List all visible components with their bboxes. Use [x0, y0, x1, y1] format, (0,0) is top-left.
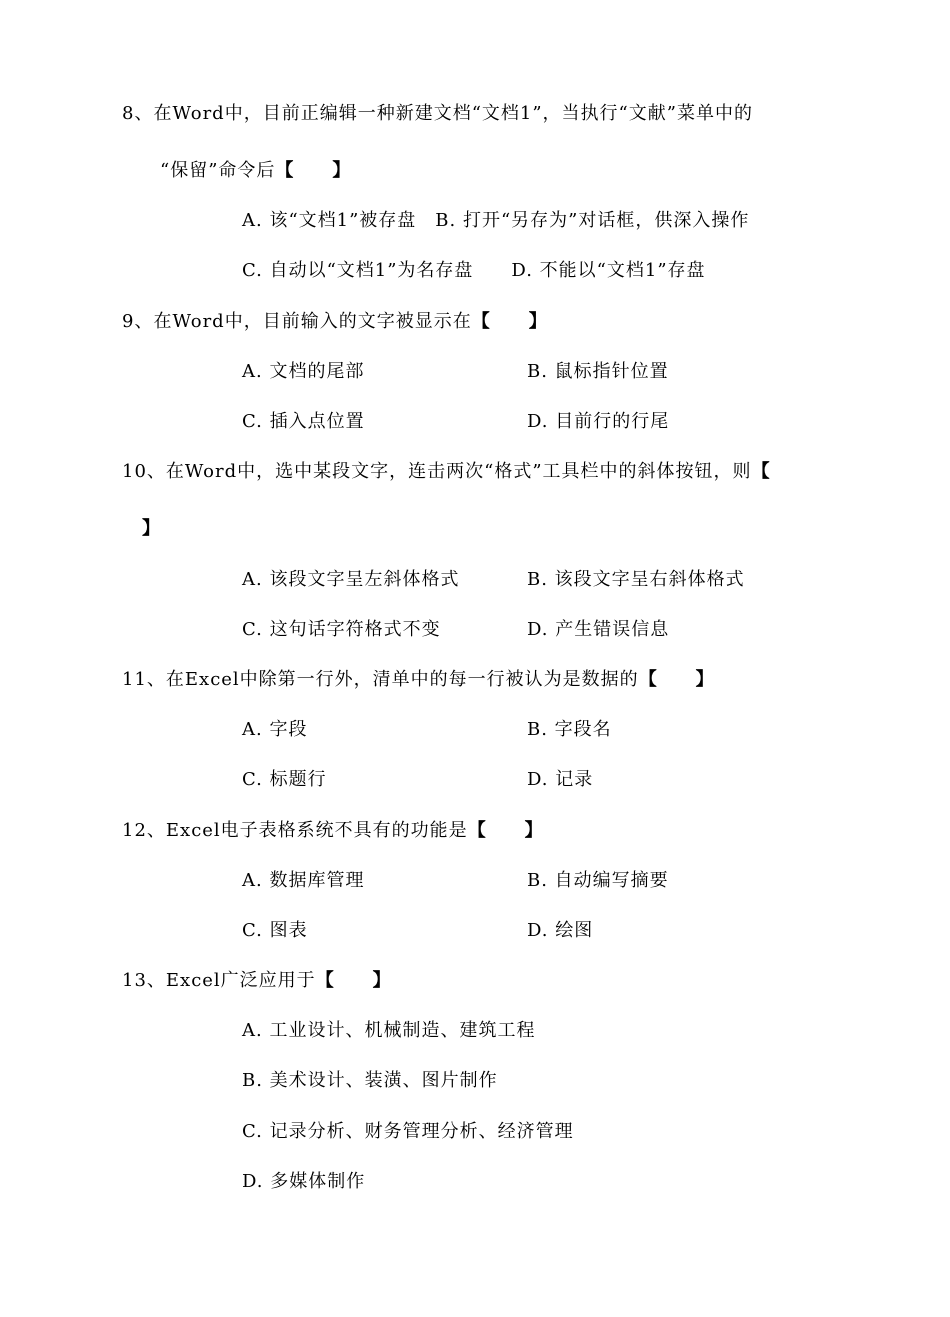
question-12-answer-bracket: 【 】	[467, 820, 544, 841]
question-12-stem-text: 12、Excel电子表格系统不具有的功能是	[122, 820, 468, 841]
question-13-option-b: B. 美术设计、装潢、图片制作	[242, 1070, 498, 1091]
question-11-option-d: D. 记录	[527, 769, 594, 790]
question-9-option-b: B. 鼠标指针位置	[527, 361, 669, 382]
question-9-stem-text: 9、在Word中，目前输入的文字被显示在	[122, 311, 472, 332]
question-13-stem	[122, 969, 392, 993]
question-9-option-a: A. 文档的尾部	[242, 361, 365, 382]
question-12-option-b: B. 自动编写摘要	[527, 870, 669, 891]
question-8-stem-line2	[160, 159, 351, 183]
question-12-option-d: D. 绘图	[527, 920, 594, 941]
question-8-options-a-b: A. 该“文档1”被存盘 B. 打开“另存为”对话框，供深入操作	[242, 210, 750, 231]
question-12-option-a: A. 数据库管理	[242, 870, 365, 891]
question-13-option-a: A. 工业设计、机械制造、建筑工程	[242, 1020, 536, 1041]
question-8-options-c-d: C. 自动以“文档1”为名存盘 D. 不能以“文档1”存盘	[242, 260, 706, 281]
question-13-answer-bracket: 【 】	[315, 970, 392, 991]
question-9-stem	[122, 310, 548, 334]
question-11-answer-bracket: 【 】	[638, 669, 715, 690]
question-11-option-a: A. 字段	[242, 719, 308, 740]
question-8-answer-bracket: 【 】	[275, 160, 352, 181]
question-10-option-c: C. 这句话字符格式不变	[242, 619, 441, 640]
question-11-option-c: C. 标题行	[242, 769, 327, 790]
question-10-option-a: A. 该段文字呈左斜体格式	[242, 569, 460, 590]
question-8-stem-text: “保留”命令后	[160, 160, 276, 181]
question-10-option-b: B. 该段文字呈右斜体格式	[527, 569, 745, 590]
question-9-option-c: C. 插入点位置	[242, 411, 365, 432]
question-13-option-c: C. 记录分析、财务管理分析、经济管理	[242, 1121, 574, 1142]
question-11-option-b: B. 字段名	[527, 719, 612, 740]
question-10-bracket-open: 【	[751, 461, 771, 482]
question-10-stem	[122, 460, 771, 484]
question-9-answer-bracket: 【 】	[471, 311, 548, 332]
question-13-option-d: D. 多媒体制作	[242, 1171, 366, 1192]
question-12-stem	[122, 819, 544, 843]
question-8-stem-line1: 8、在Word中，目前正编辑一种新建文档“文档1”，当执行“文献”菜单中的	[122, 103, 753, 124]
question-11-stem	[122, 668, 715, 692]
question-9-option-d: D. 目前行的行尾	[527, 411, 670, 432]
question-10-option-d: D. 产生错误信息	[527, 619, 670, 640]
question-11-stem-text: 11、在Excel中除第一行外，清单中的每一行被认为是数据的	[122, 669, 639, 690]
question-12-option-c: C. 图表	[242, 920, 308, 941]
question-10-stem-text: 10、在Word中，选中某段文字，连击两次“格式”工具栏中的斜体按钮，则	[122, 461, 752, 482]
question-13-stem-text: 13、Excel广泛应用于	[122, 970, 316, 991]
question-10-bracket-close: 】	[142, 518, 161, 539]
